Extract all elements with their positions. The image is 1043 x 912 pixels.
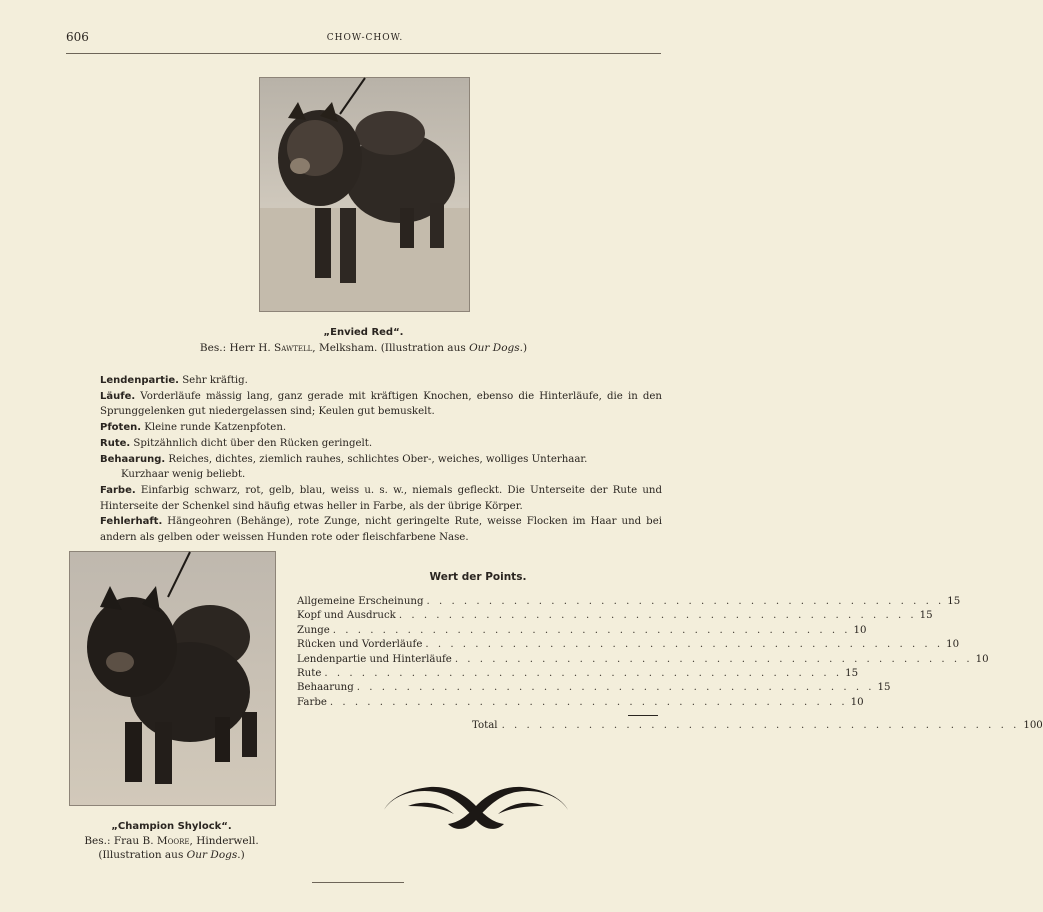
standard-text: Sehr kräftig. [178, 375, 248, 386]
points-label: Farbe [297, 696, 327, 708]
dog-photo-champion-shylock [70, 552, 275, 805]
leader-dots: . . . . . . . . . . . . . . . . . . . . . . . . . . . . . . . . . . . . . . . . . . [426, 596, 945, 607]
leader-dots: . . . . . . . . . . . . . . . . . . . . . . . . . . . . . . . . . . . . . . . . . . [329, 696, 848, 708]
envied-red-photo [259, 77, 470, 312]
standard-text: Kurzhaar wenig beliebt. [121, 469, 246, 481]
points-value: 15 [947, 596, 961, 607]
points-row [297, 596, 961, 610]
standard-paragraph [66, 483, 662, 514]
header-rule [66, 53, 661, 54]
standard-term: Rute. [100, 437, 131, 449]
points-label: Zunge [297, 624, 330, 636]
points-label: Rute [297, 667, 322, 679]
envied-red-title: „Envied Red“. [323, 327, 404, 338]
leader-dots: . . . . . . . . . . . . . . . . . . . . . . . . . . . . . . . . . . . . . . . . . . [324, 667, 843, 679]
standard-paragraph [66, 436, 662, 452]
standard-term: Farbe. [100, 484, 136, 496]
champion-shylock-caption-line1 [69, 835, 274, 847]
standard-text: Reiches, dichtes, ziemlich rauhes, schlichtes Ober-, weiches, wolliges Unterhaar. [165, 453, 588, 465]
standard-term: Lendenpartie. [100, 375, 179, 386]
caption-text: Bes.: Herr H. [199, 342, 275, 354]
points-label: Behaarung [297, 682, 354, 694]
standard-paragraph [66, 373, 662, 389]
standard-paragraph [66, 420, 662, 436]
points-row [297, 653, 989, 668]
points-label: Rücken und Vorderläufe [297, 639, 423, 651]
standard-text: Vorderläufe mässig lang, ganz gerade mit kräftigen Knochen, ebenso die Hinterläufe, die in den Sprunggelenken gut niedergelassen sind; Keulen gut bemuskelt. [100, 390, 662, 418]
caption-text: , Hinderwell. [189, 835, 259, 847]
points-value: 10 [853, 624, 867, 636]
caption-text: Bes.: Frau B. [84, 835, 157, 847]
footer-rule [312, 882, 404, 883]
standard-paragraph [66, 514, 662, 545]
standard-text: Kleine runde Katzenpfoten. [141, 422, 287, 434]
caption-owner: Sawtell [274, 342, 313, 354]
standard-term: Fehlerhaft. [100, 516, 163, 528]
points-title: Wert der Points. [429, 571, 527, 583]
points-value: 15 [845, 667, 859, 679]
standard-paragraph [66, 452, 662, 468]
dog-photo-envied-red [260, 78, 469, 311]
standard-term: Behaarung. [100, 453, 166, 465]
points-value: 10 [975, 653, 989, 665]
points-label: Allgemeine Erscheinung [297, 596, 424, 607]
points-row [297, 682, 891, 696]
standard-paragraph [66, 389, 662, 420]
points-row [297, 667, 859, 682]
leader-dots: . . . . . . . . . . . . . . . . . . . . . . . . . . . . . . . . . . . . . . . . . . [398, 610, 917, 622]
standard-paragraph [66, 467, 662, 483]
points-label: Kopf und Ausdruck [297, 610, 396, 622]
points-row [297, 696, 864, 711]
champion-shylock-caption-line2 [69, 849, 274, 861]
standard-text: Spitzähnlich dicht über den Rücken geringelt. [130, 437, 373, 449]
standard-term: Pfoten. [100, 422, 142, 434]
champion-shylock-photo [69, 551, 276, 806]
total-label: Total [472, 720, 498, 731]
caption-text: .) [237, 849, 245, 861]
points-row [297, 624, 867, 639]
points-row [297, 610, 933, 624]
points-value: 15 [919, 610, 933, 622]
caption-owner: Moore [156, 835, 190, 847]
leader-dots: . . . . . . . . . . . . . . . . . . . . . . . . . . . . . . . . . . . . . . . . . . [332, 624, 851, 636]
caption-text: .) [519, 342, 528, 354]
decorative-ornament [378, 782, 574, 844]
points-value: 10 [946, 639, 960, 651]
total-rule [628, 715, 658, 716]
caption-source: Our Dogs [186, 849, 238, 861]
standard-text: Einfarbig schwarz, rot, gelb, blau, weiss u. s. w., niemals gefleckt. Die Unterseite der Rute und Hinterseite der Schenkel sind häufig etwas heller in Farbe, als der übrige Körper. [100, 484, 662, 512]
champion-shylock-title: „Champion Shylock“. [111, 821, 232, 832]
breed-standard [66, 373, 662, 546]
points-table [297, 596, 989, 711]
points-value: 10 [850, 696, 864, 708]
standard-term: Läufe. [100, 390, 136, 402]
envied-red-caption [160, 342, 567, 354]
points-label: Lendenpartie und Hinterläufe [297, 653, 452, 665]
total-value: 100 [1023, 720, 1043, 731]
caption-text: , Melksham. (Illustration aus [312, 342, 470, 354]
caption-text: (Illustration aus [98, 849, 187, 861]
leader-dots: . . . . . . . . . . . . . . . . . . . . . . . . . . . . . . . . . . . . . . . . . . [501, 720, 1020, 731]
page-number: 606 [66, 30, 89, 44]
caption-source: Our Dogs [469, 342, 520, 354]
ornament-icon [378, 782, 574, 840]
standard-text: Hängeohren (Behänge), rote Zunge, nicht geringelte Rute, weisse Flocken im Haar und bei andern als gelben oder weissen Hunden rote oder fleischfarbene Nase. [100, 516, 662, 544]
points-value: 15 [877, 682, 891, 694]
points-total-row [472, 720, 1043, 731]
leader-dots: . . . . . . . . . . . . . . . . . . . . . . . . . . . . . . . . . . . . . . . . . . [425, 639, 944, 651]
points-row [297, 639, 960, 653]
leader-dots: . . . . . . . . . . . . . . . . . . . . . . . . . . . . . . . . . . . . . . . . . . [356, 682, 875, 694]
running-head: CHOW-CHOW. [326, 33, 404, 43]
leader-dots: . . . . . . . . . . . . . . . . . . . . . . . . . . . . . . . . . . . . . . . . . . [454, 653, 973, 665]
